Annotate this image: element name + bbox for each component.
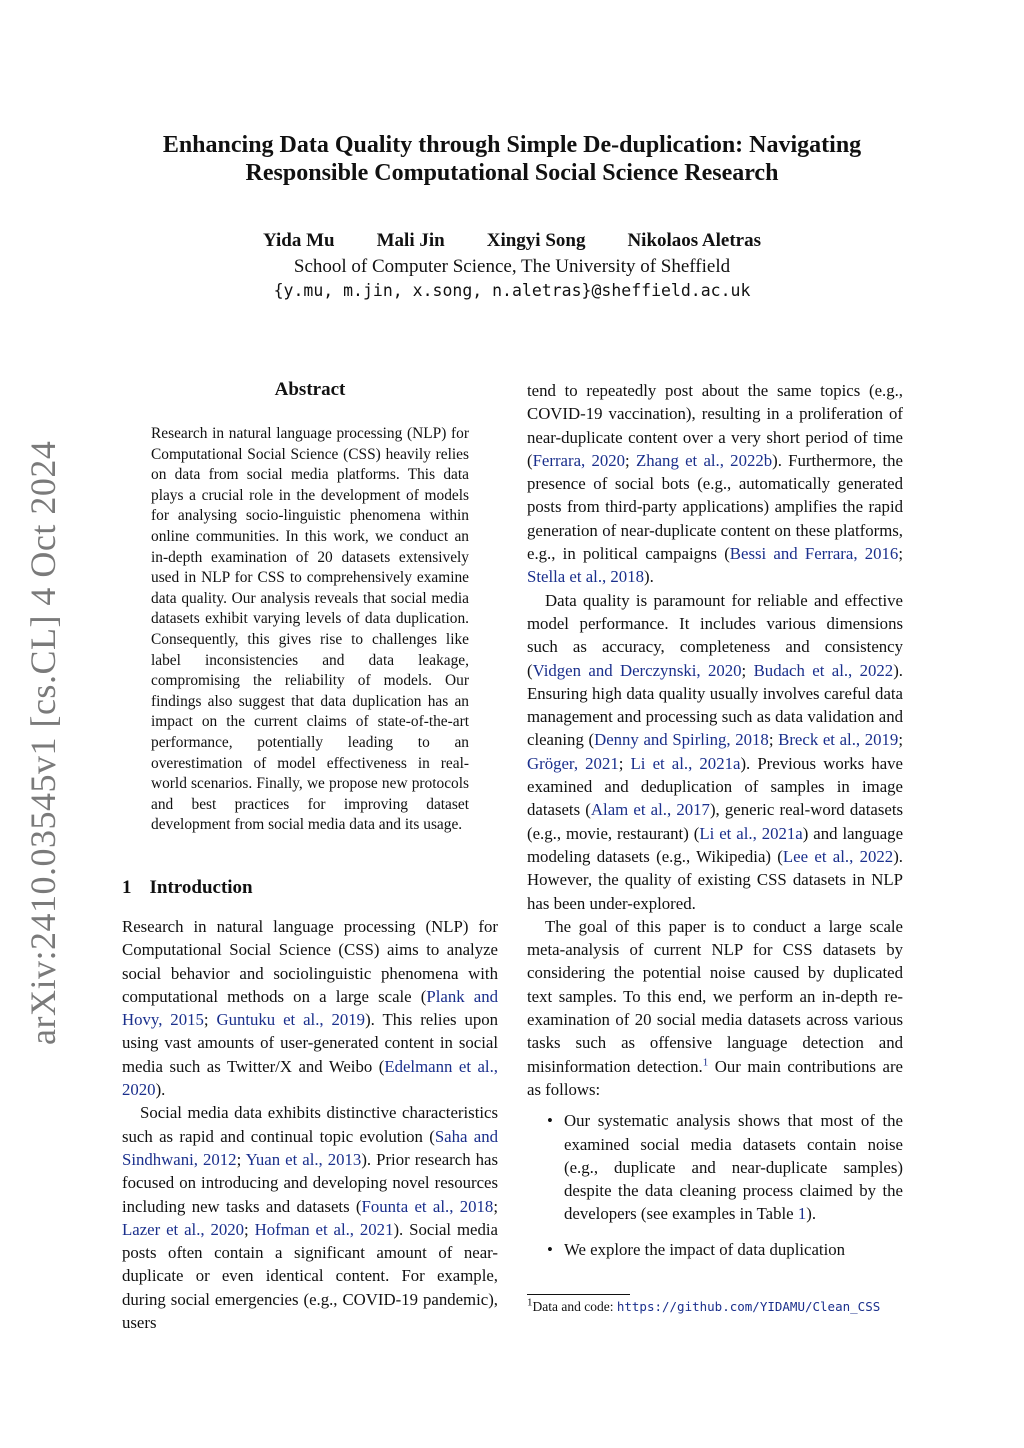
text: ; (898, 544, 903, 564)
abstract-text: Research in natural language processing (NLP) for Computational Social Science (CSS) heavily relies on data from social media platforms. This data plays a crucial role in the development of models for analysing socio-linguistic phenomena within online communities. In this work, we conduct an in-depth examination of 20 datasets extensively used in NLP for CSS to comprehensively examine data quality. Our analysis reveals that social media datasets exhibit varying levels of data duplication. Consequently, this gives rise to challenges like label inconsistencies and data leakage, compromising the reliability of models. Our findings also suggest that data duplication has an impact on the current claims of state-of-the-art performance, potentially leading to an overestimation of model effectiveness in real-world scenarios. Finally, we propose new protocols and best practices for improving dataset development from social media data and its usage. (151, 425, 469, 834)
intro-paragraph-4 (527, 589, 903, 915)
author-list (100, 229, 924, 253)
footnote-number: 1 (527, 1296, 533, 1309)
text: ). Furthermore, the presence of social bots (e.g., automatically generated posts from third-party applications) amplifies the rapid generation of near-duplicate content on these platforms, e.g., in political campaigns ( (527, 450, 903, 564)
table-ref-link[interactable]: 1 (797, 1204, 807, 1224)
section-title: Introduction (149, 877, 253, 898)
text: ; (244, 1219, 255, 1239)
citation-link[interactable]: Yuan et al., 2013 (245, 1149, 362, 1169)
footnote (527, 1297, 907, 1316)
section-number: 1 (122, 877, 132, 898)
citation-link[interactable]: Zhang et al., 2022b (635, 450, 773, 470)
paper-title (100, 131, 924, 187)
citation-link[interactable]: Vidgen and Derczynski, 2020 (532, 660, 742, 680)
citation-link[interactable]: Lee et al., 2022 (782, 846, 894, 866)
affiliation: School of Computer Science, The University of Sheffield (293, 256, 731, 277)
text: ; (618, 753, 631, 773)
contributions-list (527, 1109, 903, 1261)
author: Mali Jin (376, 230, 445, 251)
text: ). (806, 1204, 817, 1224)
citation-link[interactable]: Gröger, 2021 (527, 753, 619, 773)
citation-link[interactable]: Ferrara, 2020 (532, 450, 626, 470)
text: ; (898, 730, 903, 750)
title-line-2: Responsible Computational Social Science Research (245, 160, 779, 186)
citation-link[interactable]: Alam et al., 2017 (590, 800, 710, 820)
text: ), generic real-word datasets (e.g., movie, restaurant) ( (527, 800, 904, 843)
text: ). (155, 1080, 166, 1100)
text: Data quality is paramount for reliable and effective model performance. It includes various dimensions such as accuracy, completeness and consistency ( (527, 590, 903, 680)
text: ; (203, 1010, 217, 1030)
text: Social media data exhibits distinctive characteristics such as rapid and continual topic evolution ( (122, 1103, 498, 1146)
text: ; (768, 730, 779, 750)
citation-link[interactable]: Saha and Sindhwani, 2012 (122, 1126, 499, 1169)
bullet-icon: • (547, 1111, 553, 1131)
text: ) and language modeling datasets (e.g., Wikipedia) ( (527, 823, 904, 866)
citation-link[interactable]: Founta et al., 2018 (361, 1196, 494, 1216)
footnote-divider (527, 1294, 630, 1295)
citation-link[interactable]: Lazer et al., 2020 (122, 1219, 245, 1239)
citation-link[interactable]: Edelmann et al., 2020 (122, 1056, 498, 1100)
title-line-1: Enhancing Data Quality through Simple De-duplication: Navigating (162, 132, 862, 158)
citation-link[interactable]: Bessi and Ferrara, 2016 (729, 544, 899, 564)
citation-link[interactable]: Hofman et al., 2021 (254, 1219, 394, 1239)
footnote-text: Data and code: (532, 1299, 617, 1314)
text: We explore the impact of data duplication (564, 1239, 846, 1259)
author-emails: {y.mu, m.jin, x.song, n.aletras}@sheffield.ac.uk (273, 281, 751, 300)
text: Our main contributions are as follows: (527, 1056, 903, 1099)
author: Xingyi Song (486, 230, 586, 251)
text: The goal of this paper is to conduct a large scale meta-analysis of current NLP for CSS datasets by considering the potential noise caused by duplicated text samples. To this end, we perform an in-depth re-examination of 20 social media datasets across various tasks such as offensive language detection and misinformation detection. (527, 916, 903, 1076)
text: ). Previous works have examined and deduplication of samples in image datasets ( (527, 753, 904, 820)
text: ). Social media posts often contain a significant amount of near-duplicate or even identical content. For example, during social emergencies (e.g., COVID-19 pandemic), users (122, 1219, 498, 1333)
citation-link[interactable]: Breck et al., 2019 (778, 730, 899, 750)
footnote-mark[interactable]: 1 (702, 1056, 709, 1069)
intro-paragraph-2 (122, 1101, 498, 1334)
text: Our systematic analysis shows that most of the examined social media datasets contain noise (e.g., duplicate and near-duplicate samples) despite the data cleaning process claimed by the developers (see examples in Table (564, 1111, 903, 1224)
citation-link[interactable]: Budach et al., 2022 (753, 660, 894, 680)
abstract-heading: Abstract (274, 379, 346, 400)
arxiv-identifier: arXiv:2410.03545v1 [cs.CL] 4 Oct 2024 (23, 440, 63, 1045)
intro-paragraph-1 (122, 915, 498, 1101)
intro-paragraph-5 (527, 915, 903, 1101)
list-item (527, 1109, 903, 1225)
list-item (527, 1238, 903, 1261)
citation-link[interactable]: Denny and Spirling, 2018 (594, 730, 769, 750)
text: tend to repeatedly post about the same topics (e.g., COVID-19 vaccination), resulting in a proliferation of near-duplicate content over a very short period of time ( (527, 381, 903, 470)
author: Yida Mu (263, 230, 335, 251)
text: ). However, the quality of existing CSS datasets in NLP has been under-explored. (527, 846, 903, 913)
text: Research in natural language processing (NLP) for Computational Social Science (CSS) aims to analyze social behavior and sociolinguistic phenomena with computational methods on a large scale ( (122, 917, 498, 1006)
left-column-body (122, 915, 498, 1334)
text: ; (493, 1196, 498, 1216)
citation-link[interactable]: Li et al., 2021a (699, 823, 803, 843)
author: Nikolaos Aletras (627, 230, 761, 251)
text: ). This relies upon using vast amounts of user-generated content in social media such as Twitter/X and Weibo ( (122, 1010, 499, 1076)
text: ). (643, 567, 654, 587)
section-heading-introduction (122, 876, 253, 900)
text: ). Prior research has focused on introducing and developing novel resources including new tasks and datasets ( (122, 1149, 498, 1216)
footnote-url-link[interactable]: https://github.com/YIDAMU/Clean_CSS (616, 1299, 881, 1314)
text: ; (236, 1149, 246, 1169)
bullet-icon: • (547, 1239, 553, 1259)
citation-link[interactable]: Plank and Hovy, 2015 (122, 986, 498, 1030)
intro-paragraph-3 (527, 379, 903, 589)
right-column-body (527, 379, 903, 1273)
text: ). Ensuring high data quality usually involves careful data management and processing such as data validation and cleaning ( (527, 660, 903, 750)
text: ; (741, 660, 754, 680)
text: ; (625, 450, 636, 470)
citation-link[interactable]: Guntuku et al., 2019 (216, 1010, 366, 1030)
citation-link[interactable]: Li et al., 2021a (630, 753, 741, 773)
citation-link[interactable]: Stella et al., 2018 (527, 567, 644, 587)
